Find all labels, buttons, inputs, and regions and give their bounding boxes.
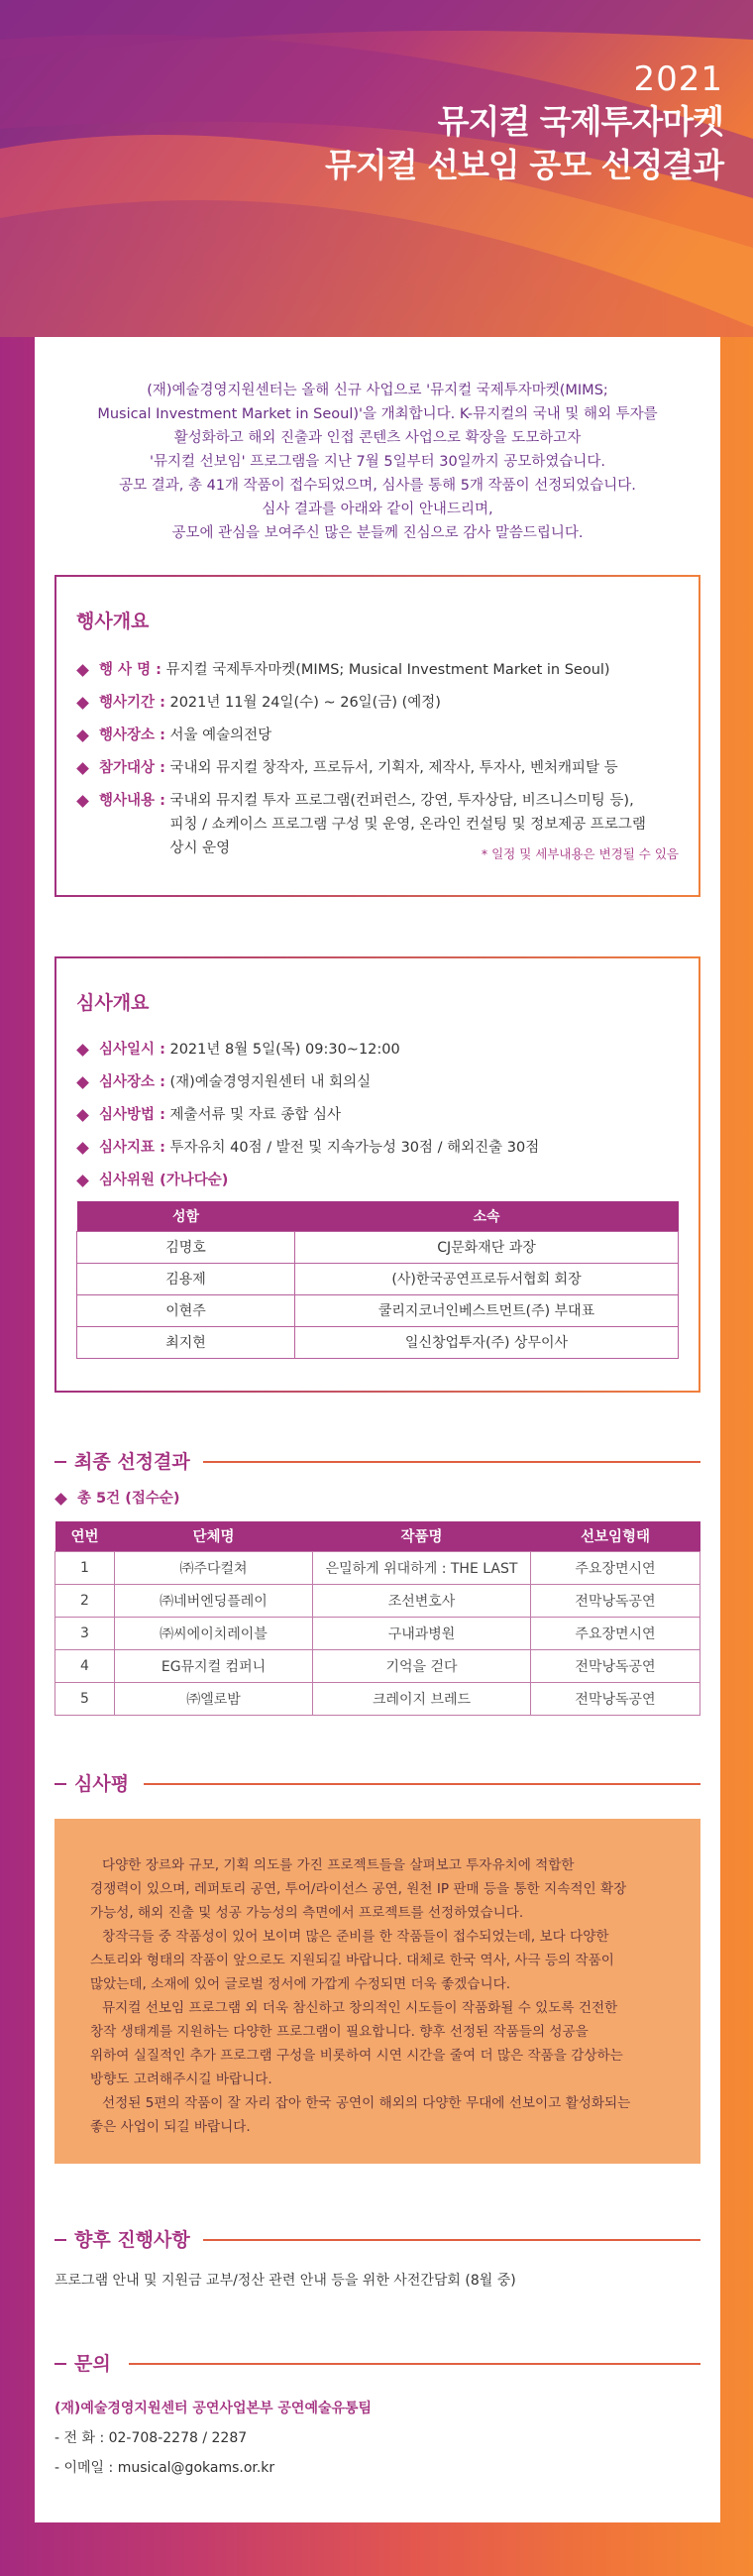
diamond-bullet-icon (76, 664, 89, 677)
event-item (76, 658, 671, 682)
intro-line: 공모 결과, 총 41개 작품이 접수되었으며, 심사를 통해 5개 작품이 선정되었습니다. (119, 478, 636, 494)
table-row (77, 1231, 679, 1263)
judging-item-value: 투자유치 40점 / 발전 및 지속가능성 30점 / 해외진출 30점 (169, 1140, 540, 1156)
judging-item-label: 심사일시 : (99, 1042, 165, 1058)
result-company: ㈜씨에이치레이블 (115, 1617, 313, 1649)
judge-org: (사)한국공연프로듀서협회 회장 (295, 1263, 679, 1294)
event-item-value: 뮤지컬 국제투자마켓(MIMS; Musical Investment Market in Seoul) (165, 662, 610, 678)
event-overview-title: 행사개요 (76, 611, 150, 632)
table-row (77, 1326, 679, 1358)
intro-line: 공모에 관심을 보여주신 많은 분들께 진심으로 감사 말씀드립니다. (171, 525, 584, 541)
intro-line: 심사 결과를 아래와 같이 안내드리며, (262, 502, 493, 517)
next-text: 프로그램 안내 및 지원금 교부/정산 관련 안내 등을 위한 사전간담회 (8월 중) (54, 2273, 516, 2289)
content-card (35, 337, 720, 2522)
intro-text (64, 379, 691, 545)
judging-item-label: 심사장소 : (99, 1074, 165, 1090)
table-row (55, 1649, 700, 1682)
event-item-label: 행사내용 : (99, 793, 165, 809)
result-company: ㈜네버엔딩플레이 (115, 1584, 313, 1617)
judges-table (76, 1201, 679, 1359)
result-title: 은밀하게 위대하게 : THE LAST (313, 1551, 531, 1584)
judging-overview-box (54, 956, 700, 1393)
event-item-value-line: 국내외 뮤지컬 투자 프로그램(컨퍼런스, 강연, 투자상담, 비즈니스미팅 등), (169, 793, 634, 809)
result-no: 1 (55, 1551, 115, 1584)
judging-item-value: 2021년 8월 5일(목) 09:30~12:00 (169, 1042, 400, 1058)
results-heading-label: 최종 선정결과 (74, 1447, 200, 1474)
table-row (55, 1682, 700, 1715)
event-item-value-line: 피칭 / 쇼케이스 프로그램 구성 및 운영, 온라인 컨설팅 및 정보제공 프로그램 (169, 817, 646, 833)
result-no: 3 (55, 1617, 115, 1649)
event-item-value: 국내외 뮤지컬 창작자, 프로듀서, 기획자, 제작사, 투자사, 벤처캐피탈 등 (169, 760, 618, 776)
diamond-bullet-icon (76, 1076, 89, 1089)
judging-item-value: (재)예술경영지원센터 내 회의실 (169, 1074, 372, 1090)
result-no: 5 (55, 1682, 115, 1715)
judge-org: CJ문화재단 과장 (295, 1231, 679, 1263)
result-title: 조선변호사 (313, 1584, 531, 1617)
review-heading (54, 1769, 700, 1799)
contact-heading (54, 2349, 700, 2379)
judge-name: 김용제 (77, 1263, 295, 1294)
judging-overview-title: 심사개요 (76, 992, 150, 1014)
heading-dash (54, 2363, 66, 2365)
results-header-title: 작품명 (313, 1521, 531, 1551)
contact-email[interactable]: - 이메일 : musical@gokams.or.kr (54, 2460, 275, 2476)
result-company: ㈜엘로밤 (115, 1682, 313, 1715)
heading-line (203, 2239, 700, 2241)
judging-item (76, 1169, 671, 1192)
next-heading-label: 향후 진행사항 (74, 2225, 200, 2252)
event-item-label: 행사장소 : (99, 728, 165, 743)
result-company: ㈜주다컬쳐 (115, 1551, 313, 1584)
table-row (77, 1294, 679, 1326)
result-format: 전막낭독공연 (531, 1649, 700, 1682)
review-line: 창작 생태계를 지원하는 다양한 프로그램이 필요합니다. 향후 선정된 작품들의 성공을 (90, 2024, 589, 2040)
event-item (76, 756, 671, 780)
table-row (55, 1584, 700, 1617)
contact-phone: - 전 화 : 02-708-2278 / 2287 (54, 2430, 248, 2446)
diamond-bullet-icon (76, 1142, 89, 1155)
result-format: 전막낭독공연 (531, 1584, 700, 1617)
review-line: 다양한 장르와 규모, 기획 의도를 가진 프로젝트들을 살펴보고 투자유치에 적합한 (102, 1857, 575, 1873)
heading-dash (54, 1783, 66, 1785)
judging-item (76, 1103, 671, 1127)
result-no: 2 (55, 1584, 115, 1617)
hero-title-line2: 뮤지컬 선보임 공모 선정결과 (324, 146, 723, 185)
review-line: 위하여 실질적인 추가 프로그램 구성을 비롯하여 시연 시간을 줄여 더 많은 작품을 감상하는 (90, 2048, 623, 2064)
heading-line (129, 2363, 700, 2365)
event-item-value: 서울 예술의전당 (169, 728, 272, 743)
diamond-bullet-icon (54, 1493, 67, 1506)
event-item (76, 724, 671, 747)
contact-info (54, 2394, 372, 2483)
diamond-bullet-icon (76, 762, 89, 775)
diamond-bullet-icon (76, 1175, 89, 1187)
event-overview-box (54, 575, 700, 897)
diamond-bullet-icon (76, 729, 89, 742)
heading-dash (54, 1461, 66, 1463)
results-table (54, 1521, 700, 1716)
next-heading (54, 2225, 700, 2255)
result-company: EG뮤지컬 컴퍼니 (115, 1649, 313, 1682)
judging-item-label: 심사방법 : (99, 1107, 165, 1123)
judging-item (76, 1038, 671, 1062)
result-format: 전막낭독공연 (531, 1682, 700, 1715)
judge-name: 이현주 (77, 1294, 295, 1326)
hero-year: 2021 (633, 59, 723, 99)
judge-name: 김명호 (77, 1231, 295, 1263)
event-item-label: 참가대상 : (99, 760, 165, 776)
results-total-label: 총 5건 (접수순) (77, 1491, 180, 1507)
judging-item-label: 심사위원 (가나다순) (99, 1173, 229, 1188)
diamond-bullet-icon (76, 1044, 89, 1057)
results-header-format: 선보임형태 (531, 1521, 700, 1551)
result-format: 주요장면시연 (531, 1617, 700, 1649)
intro-line: 활성화하고 해외 진출과 인접 콘텐츠 사업으로 확장을 도모하고자 (173, 430, 582, 446)
event-item (76, 691, 671, 715)
result-title: 기억을 걷다 (313, 1649, 531, 1682)
intro-line: '뮤지컬 선보임' 프로그램을 지난 7월 5일부터 30일까지 공모하였습니다. (150, 454, 605, 470)
review-line: 방향도 고려해주시길 바랍니다. (90, 2072, 272, 2087)
judging-item-label: 심사지표 : (99, 1140, 165, 1156)
review-line: 창작극들 중 작품성이 있어 보이며 많은 준비를 한 작품들이 접수되었는데, 보다 다양한 (102, 1929, 609, 1945)
heading-line (203, 1461, 700, 1463)
result-title: 크레이지 브레드 (313, 1682, 531, 1715)
results-header-no: 연번 (55, 1521, 115, 1551)
review-line: 선정된 5편의 작품이 잘 자리 잡아 한국 공연이 해외의 다양한 무대에 선보이고 활성화되는 (102, 2095, 631, 2111)
hero-title-line1: 뮤지컬 국제투자마켓 (437, 101, 723, 141)
event-item-label: 행사기간 : (99, 695, 165, 711)
review-line: 가능성, 해외 진출 및 성공 가능성의 측면에서 프로젝트를 선정하였습니다. (90, 1905, 524, 1921)
review-heading-label: 심사평 (74, 1769, 139, 1796)
judges-header-org: 소속 (295, 1201, 679, 1231)
judging-item (76, 1136, 671, 1160)
judging-item-value: 제출서류 및 자료 종합 심사 (169, 1107, 341, 1123)
event-item-value-line: 상시 운영 (169, 840, 231, 856)
table-row (77, 1263, 679, 1294)
event-item-label: 행 사 명 : (99, 662, 161, 678)
result-format: 주요장면시연 (531, 1551, 700, 1584)
review-line: 뮤지컬 선보임 프로그램 외 더욱 참신하고 창의적인 시도들이 작품화될 수 있도록 건전한 (102, 2000, 618, 2016)
review-line: 경쟁력이 있으며, 레퍼토리 공연, 투어/라이선스 공연, 원천 IP 판매 등을 통한 지속적인 확장 (90, 1881, 627, 1897)
judges-header-name: 성함 (77, 1201, 295, 1231)
review-box (54, 1819, 700, 2164)
heading-line (144, 1783, 700, 1785)
judge-org: 쿨리지코너인베스트먼트(주) 부대표 (295, 1294, 679, 1326)
diamond-bullet-icon (76, 795, 89, 808)
judging-item (76, 1070, 671, 1094)
result-title: 구내과병원 (313, 1617, 531, 1649)
judge-org: 일신창업투자(주) 상무이사 (295, 1326, 679, 1358)
table-row (55, 1551, 700, 1584)
event-note: * 일정 및 세부내용은 변경될 수 있음 (481, 846, 679, 861)
diamond-bullet-icon (76, 697, 89, 710)
contact-org: (재)예술경영지원센터 공연사업본부 공연예술유통팀 (54, 2401, 373, 2416)
event-item-value: 2021년 11월 24일(수) ~ 26일(금) (예정) (169, 695, 441, 711)
review-line: 스토리와 형태의 작품이 앞으로도 지원되길 바랍니다. 대체로 한국 역사, 사극 등의 작품이 (90, 1953, 614, 1968)
results-heading (54, 1447, 700, 1477)
diamond-bullet-icon (76, 1109, 89, 1122)
results-header-company: 단체명 (115, 1521, 313, 1551)
table-row (55, 1617, 700, 1649)
heading-dash (54, 2239, 66, 2241)
results-total (54, 1487, 649, 1511)
review-line: 좋은 사업이 되길 바랍니다. (90, 2119, 251, 2135)
review-line: 많았는데, 소재에 있어 글로벌 정서에 가깝게 수정되면 더욱 좋겠습니다. (90, 1976, 511, 1992)
contact-heading-label: 문의 (74, 2349, 121, 2376)
intro-line: (재)예술경영지원센터는 올해 신규 사업으로 '뮤지컬 국제투자마켓(MIMS; (147, 383, 608, 398)
intro-line: Musical Investment Market in Seoul)'을 개최합니다. K-뮤지컬의 국내 및 해외 투자를 (97, 406, 658, 422)
judge-name: 최지현 (77, 1326, 295, 1358)
result-no: 4 (55, 1649, 115, 1682)
hero-banner (0, 0, 753, 337)
